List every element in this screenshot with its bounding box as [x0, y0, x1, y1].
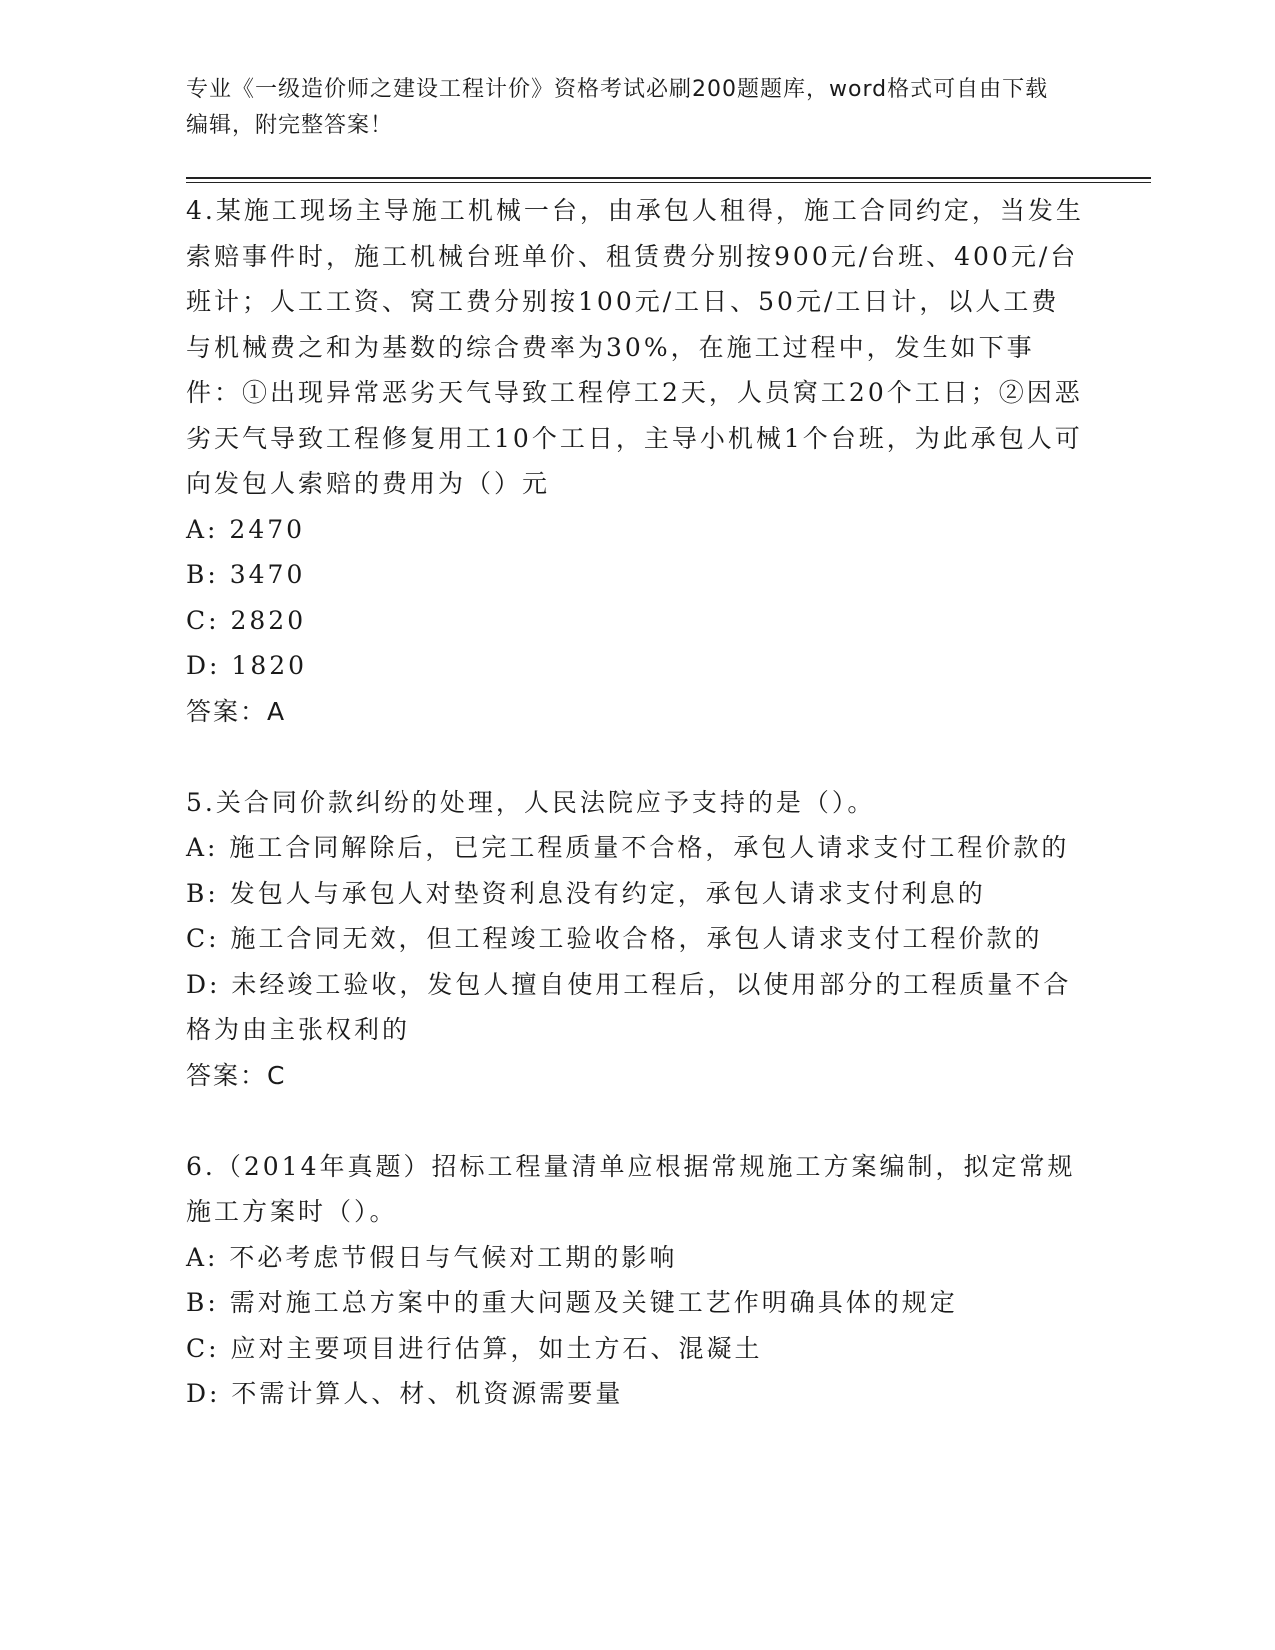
option-a: A: 施工合同解除后，已完工程质量不合格，承包人请求支付工程价款的 — [186, 833, 1070, 862]
question-6 — [186, 1144, 1086, 1417]
question-text: 6.（2014年真题）招标工程量清单应根据常规施工方案编制，拟定常规施工方案时（）。 — [186, 1151, 1076, 1226]
option-c: C: 2820 — [186, 605, 307, 635]
question-5 — [186, 780, 1086, 1099]
option-a: A: 不必考虑节假日与气候对工期的影响 — [186, 1242, 678, 1272]
question-text: 5.关合同价款纠纷的处理，人民法院应予支持的是（）。 — [186, 787, 876, 817]
option-d: D: 未经竣工验收，发包人擅自使用工程后，以使用部分的工程质量不合格为由主张权利的 — [186, 969, 1072, 1044]
answer-label: 答案：A — [186, 696, 287, 726]
header-divider-thick — [186, 177, 1151, 179]
option-b: B: 发包人与承包人对垫资利息没有约定，承包人请求支付利息的 — [186, 878, 986, 908]
option-b: B: 3470 — [186, 560, 306, 589]
question-4 — [186, 188, 1086, 734]
document-header: 专业《一级造价师之建设工程计价》资格考试必刷200题题库，word格式可自由下载编辑，附完整答案！ — [186, 77, 1049, 138]
question-list — [186, 188, 1086, 1417]
option-c: C: 应对主要项目进行估算，如土方石、混凝土 — [186, 1333, 763, 1363]
option-c: C: 施工合同无效，但工程竣工验收合格，承包人请求支付工程价款的 — [186, 924, 1043, 953]
question-gap — [186, 1098, 1086, 1144]
option-a: A: 2470 — [186, 514, 306, 544]
option-d: D: 1820 — [186, 651, 308, 680]
header-divider-thin — [186, 182, 1151, 183]
answer-label: 答案：C — [186, 1060, 287, 1090]
question-text: 4.某施工现场主导施工机械一台，由承包人租得，施工合同约定，当发生索赔事件时，施工机械台班单价、租赁费分别按900元/台班、400元/台班计；人工工资、窝工费分别按100元/工日、50元/工日计，以人工费与机械费之和为基数的综合费率为30%，在施工过程中，发生如下事件：①出现异常恶劣天气导致工程停工2天，人员窝工20个工日；②因恶劣天气导致工程修复用工10个工日，主导小机械1个台班，为此承包人可向发包人索赔的费用为（）元 — [186, 196, 1084, 498]
option-d: D: 不需计算人、材、机资源需要量 — [186, 1379, 624, 1408]
question-gap — [186, 734, 1086, 780]
option-b: B: 需对施工总方案中的重大问题及关键工艺作明确具体的规定 — [186, 1288, 958, 1317]
